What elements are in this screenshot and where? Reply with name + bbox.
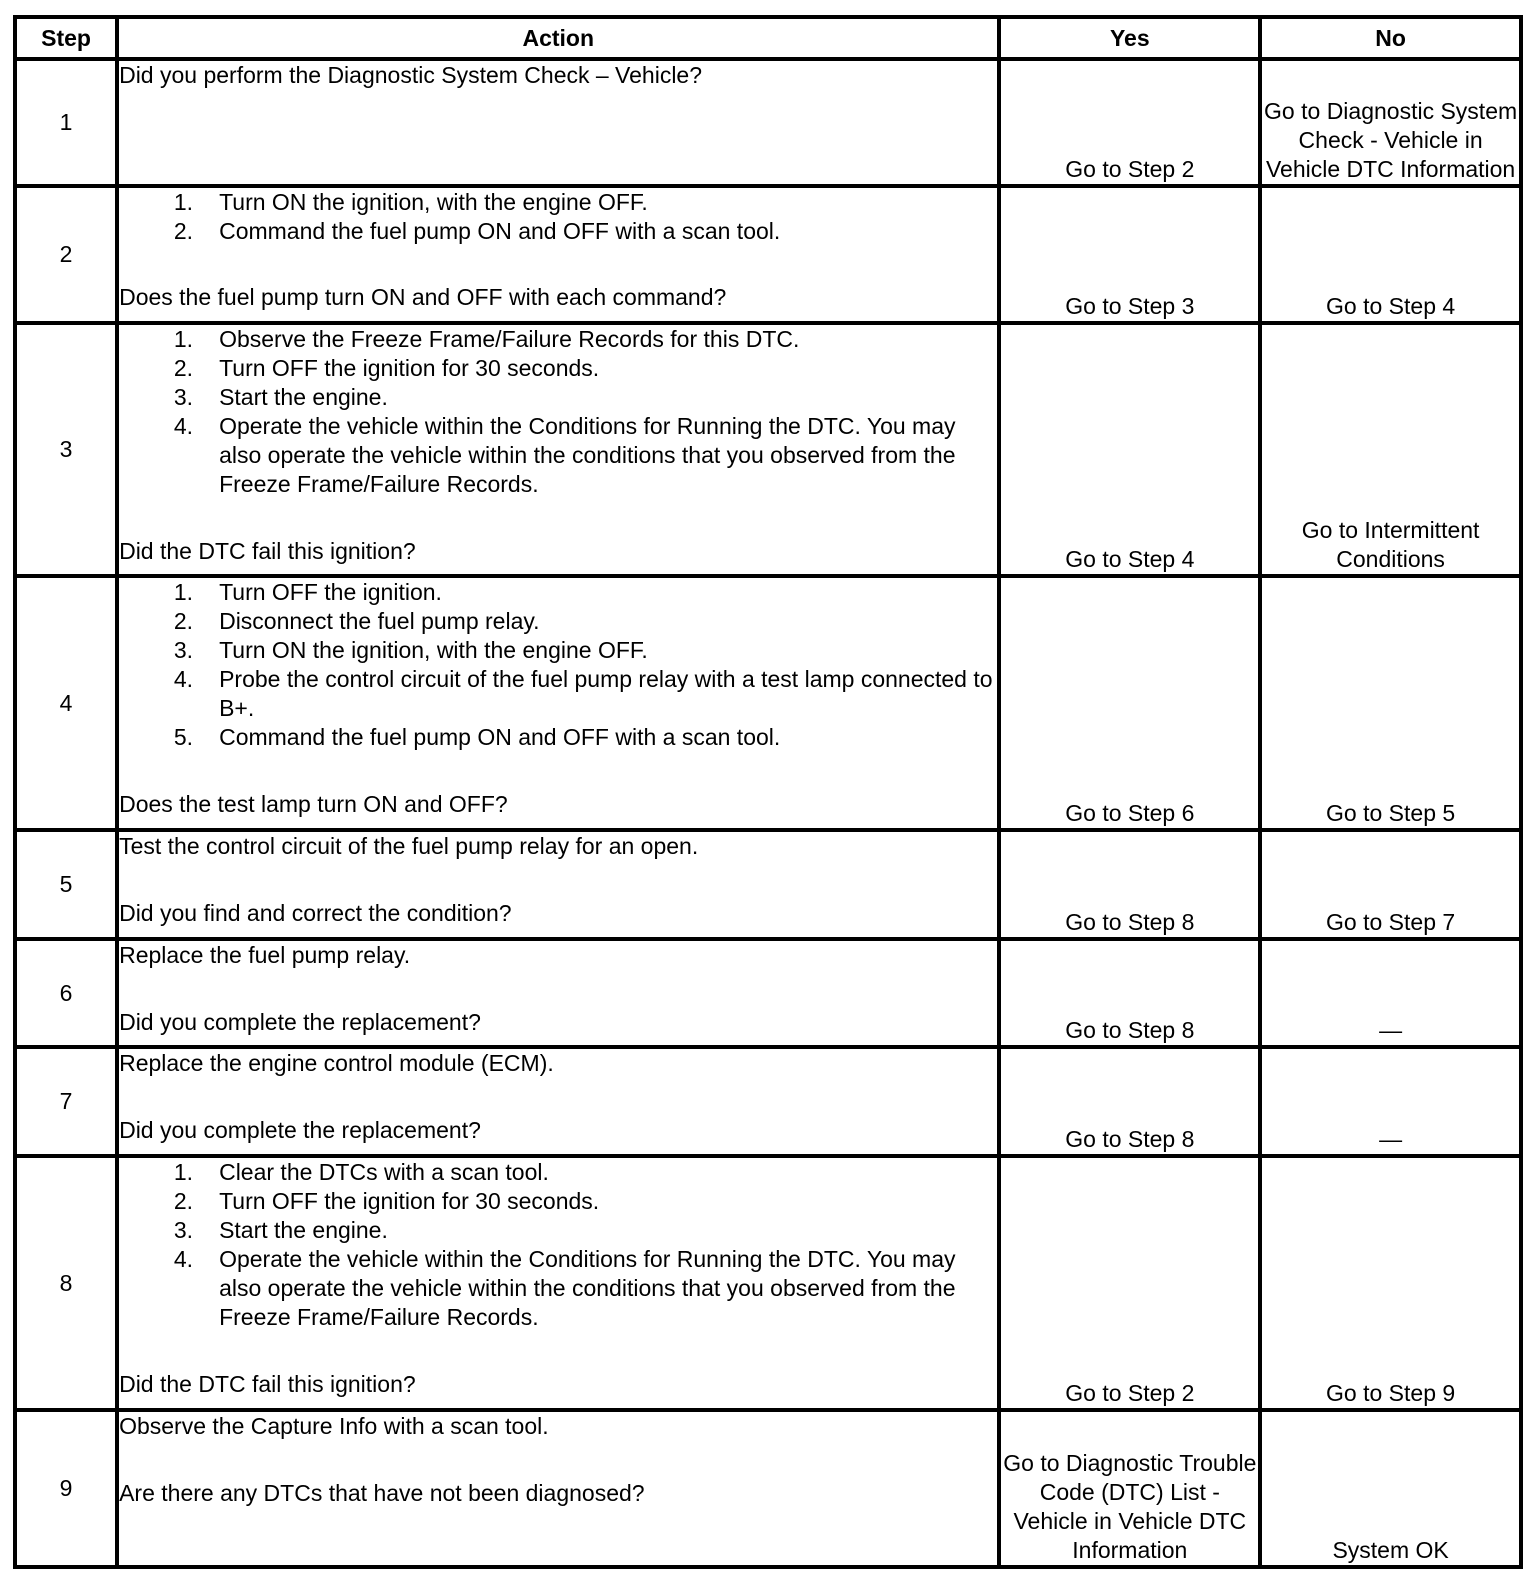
- action-text: Test the control circuit of the fuel pump relay for an open.: [119, 832, 699, 859]
- diagnostic-table: [13, 15, 1523, 1569]
- table-row: [15, 1410, 1521, 1567]
- list-item: 5. Command the fuel pump ON and OFF with a scan tool.: [173, 724, 781, 751]
- yes-result: Go to Step 2: [999, 59, 1260, 186]
- action-text: Replace the engine control module (ECM).: [119, 1050, 554, 1077]
- table-row: [15, 830, 1521, 939]
- step-number: 8: [15, 1156, 117, 1409]
- yes-result: Go to Step 8: [999, 1047, 1260, 1156]
- no-result: Go to Intermittent Conditions: [1260, 323, 1521, 576]
- no-result: Go to Step 4: [1260, 186, 1521, 323]
- yes-result: Go to Step 6: [999, 576, 1260, 829]
- header-action: Action: [117, 17, 999, 59]
- action-question: Did the DTC fail this ignition?: [119, 1371, 416, 1398]
- action-text: Replace the fuel pump relay.: [119, 941, 411, 968]
- list-item: 3. Turn ON the ignition, with the engine OFF.: [173, 637, 648, 664]
- no-result: —: [1260, 1047, 1521, 1156]
- action-steps-list: [119, 188, 997, 246]
- no-result: System OK: [1260, 1410, 1521, 1567]
- list-item: 2. Disconnect the fuel pump relay.: [173, 608, 540, 635]
- action-cell: [117, 1156, 999, 1409]
- action-question: Did you complete the replacement?: [119, 1117, 481, 1144]
- step-number: 6: [15, 939, 117, 1048]
- list-item: 3. Start the engine.: [173, 1217, 388, 1244]
- step-number: 3: [15, 323, 117, 576]
- no-result: Go to Step 9: [1260, 1156, 1521, 1409]
- step-number: 2: [15, 186, 117, 323]
- yes-result: Go to Step 8: [999, 939, 1260, 1048]
- action-steps-list: [119, 325, 997, 499]
- action-question: Did you find and correct the condition?: [119, 899, 512, 926]
- yes-result: Go to Step 2: [999, 1156, 1260, 1409]
- action-cell: [117, 59, 999, 186]
- action-question: Did you complete the replacement?: [119, 1008, 481, 1035]
- step-number: 4: [15, 576, 117, 829]
- yes-result: Go to Step 3: [999, 186, 1260, 323]
- list-item: 3. Start the engine.: [173, 384, 388, 411]
- list-item: 2. Turn OFF the ignition for 30 seconds.: [173, 1188, 600, 1215]
- no-result: Go to Diagnostic System Check - Vehicle in Vehicle DTC Information: [1260, 59, 1521, 186]
- yes-result: Go to Step 4: [999, 323, 1260, 576]
- list-item: 1. Clear the DTCs with a scan tool.: [173, 1159, 549, 1186]
- list-item: 1. Turn OFF the ignition.: [173, 579, 442, 606]
- list-item: 4. Operate the vehicle within the Conditions for Running the DTC. You may also operate the vehicle within the conditions that you observed from the Freeze Frame/Failure Records.: [173, 413, 956, 498]
- action-text: Observe the Capture Info with a scan tool.: [119, 1412, 549, 1439]
- action-question: Does the fuel pump turn ON and OFF with each command?: [119, 284, 727, 311]
- table-row: [15, 186, 1521, 323]
- table-row: [15, 59, 1521, 186]
- yes-result: Go to Diagnostic Trouble Code (DTC) List - Vehicle in Vehicle DTC Information: [999, 1410, 1260, 1567]
- action-text: Did you perform the Diagnostic System Check – Vehicle?: [119, 62, 703, 88]
- table-row: [15, 939, 1521, 1048]
- list-item: 4. Probe the control circuit of the fuel pump relay with a test lamp connected to B+.: [173, 666, 993, 722]
- list-item: 2. Command the fuel pump ON and OFF with a scan tool.: [173, 218, 781, 245]
- table-row: [15, 1156, 1521, 1409]
- action-cell: [117, 1047, 999, 1156]
- step-number: 9: [15, 1410, 117, 1567]
- action-cell: [117, 939, 999, 1048]
- table-row: [15, 1047, 1521, 1156]
- table-row: [15, 323, 1521, 576]
- yes-result: Go to Step 8: [999, 830, 1260, 939]
- action-cell: [117, 323, 999, 576]
- no-result: Go to Step 5: [1260, 576, 1521, 829]
- step-number: 7: [15, 1047, 117, 1156]
- header-step: Step: [15, 17, 117, 59]
- step-number: 5: [15, 830, 117, 939]
- list-item: 4. Operate the vehicle within the Conditions for Running the DTC. You may also operate the vehicle within the conditions that you observed from the Freeze Frame/Failure Records.: [173, 1246, 956, 1331]
- action-steps-list: [119, 1158, 997, 1332]
- no-result: —: [1260, 939, 1521, 1048]
- action-cell: [117, 1410, 999, 1567]
- action-steps-list: [119, 578, 997, 752]
- action-cell: [117, 576, 999, 829]
- header-row: [15, 17, 1521, 59]
- no-result: Go to Step 7: [1260, 830, 1521, 939]
- list-item: 1. Observe the Freeze Frame/Failure Records for this DTC.: [173, 326, 800, 353]
- action-cell: [117, 186, 999, 323]
- action-question: Does the test lamp turn ON and OFF?: [119, 791, 508, 818]
- list-item: 2. Turn OFF the ignition for 30 seconds.: [173, 355, 600, 382]
- action-question: Are there any DTCs that have not been diagnosed?: [119, 1479, 645, 1506]
- action-cell: [117, 830, 999, 939]
- action-question: Did the DTC fail this ignition?: [119, 538, 416, 565]
- step-number: 1: [15, 59, 117, 186]
- header-yes: Yes: [999, 17, 1260, 59]
- list-item: 1. Turn ON the ignition, with the engine OFF.: [173, 189, 648, 216]
- table-row: [15, 576, 1521, 829]
- header-no: No: [1260, 17, 1521, 59]
